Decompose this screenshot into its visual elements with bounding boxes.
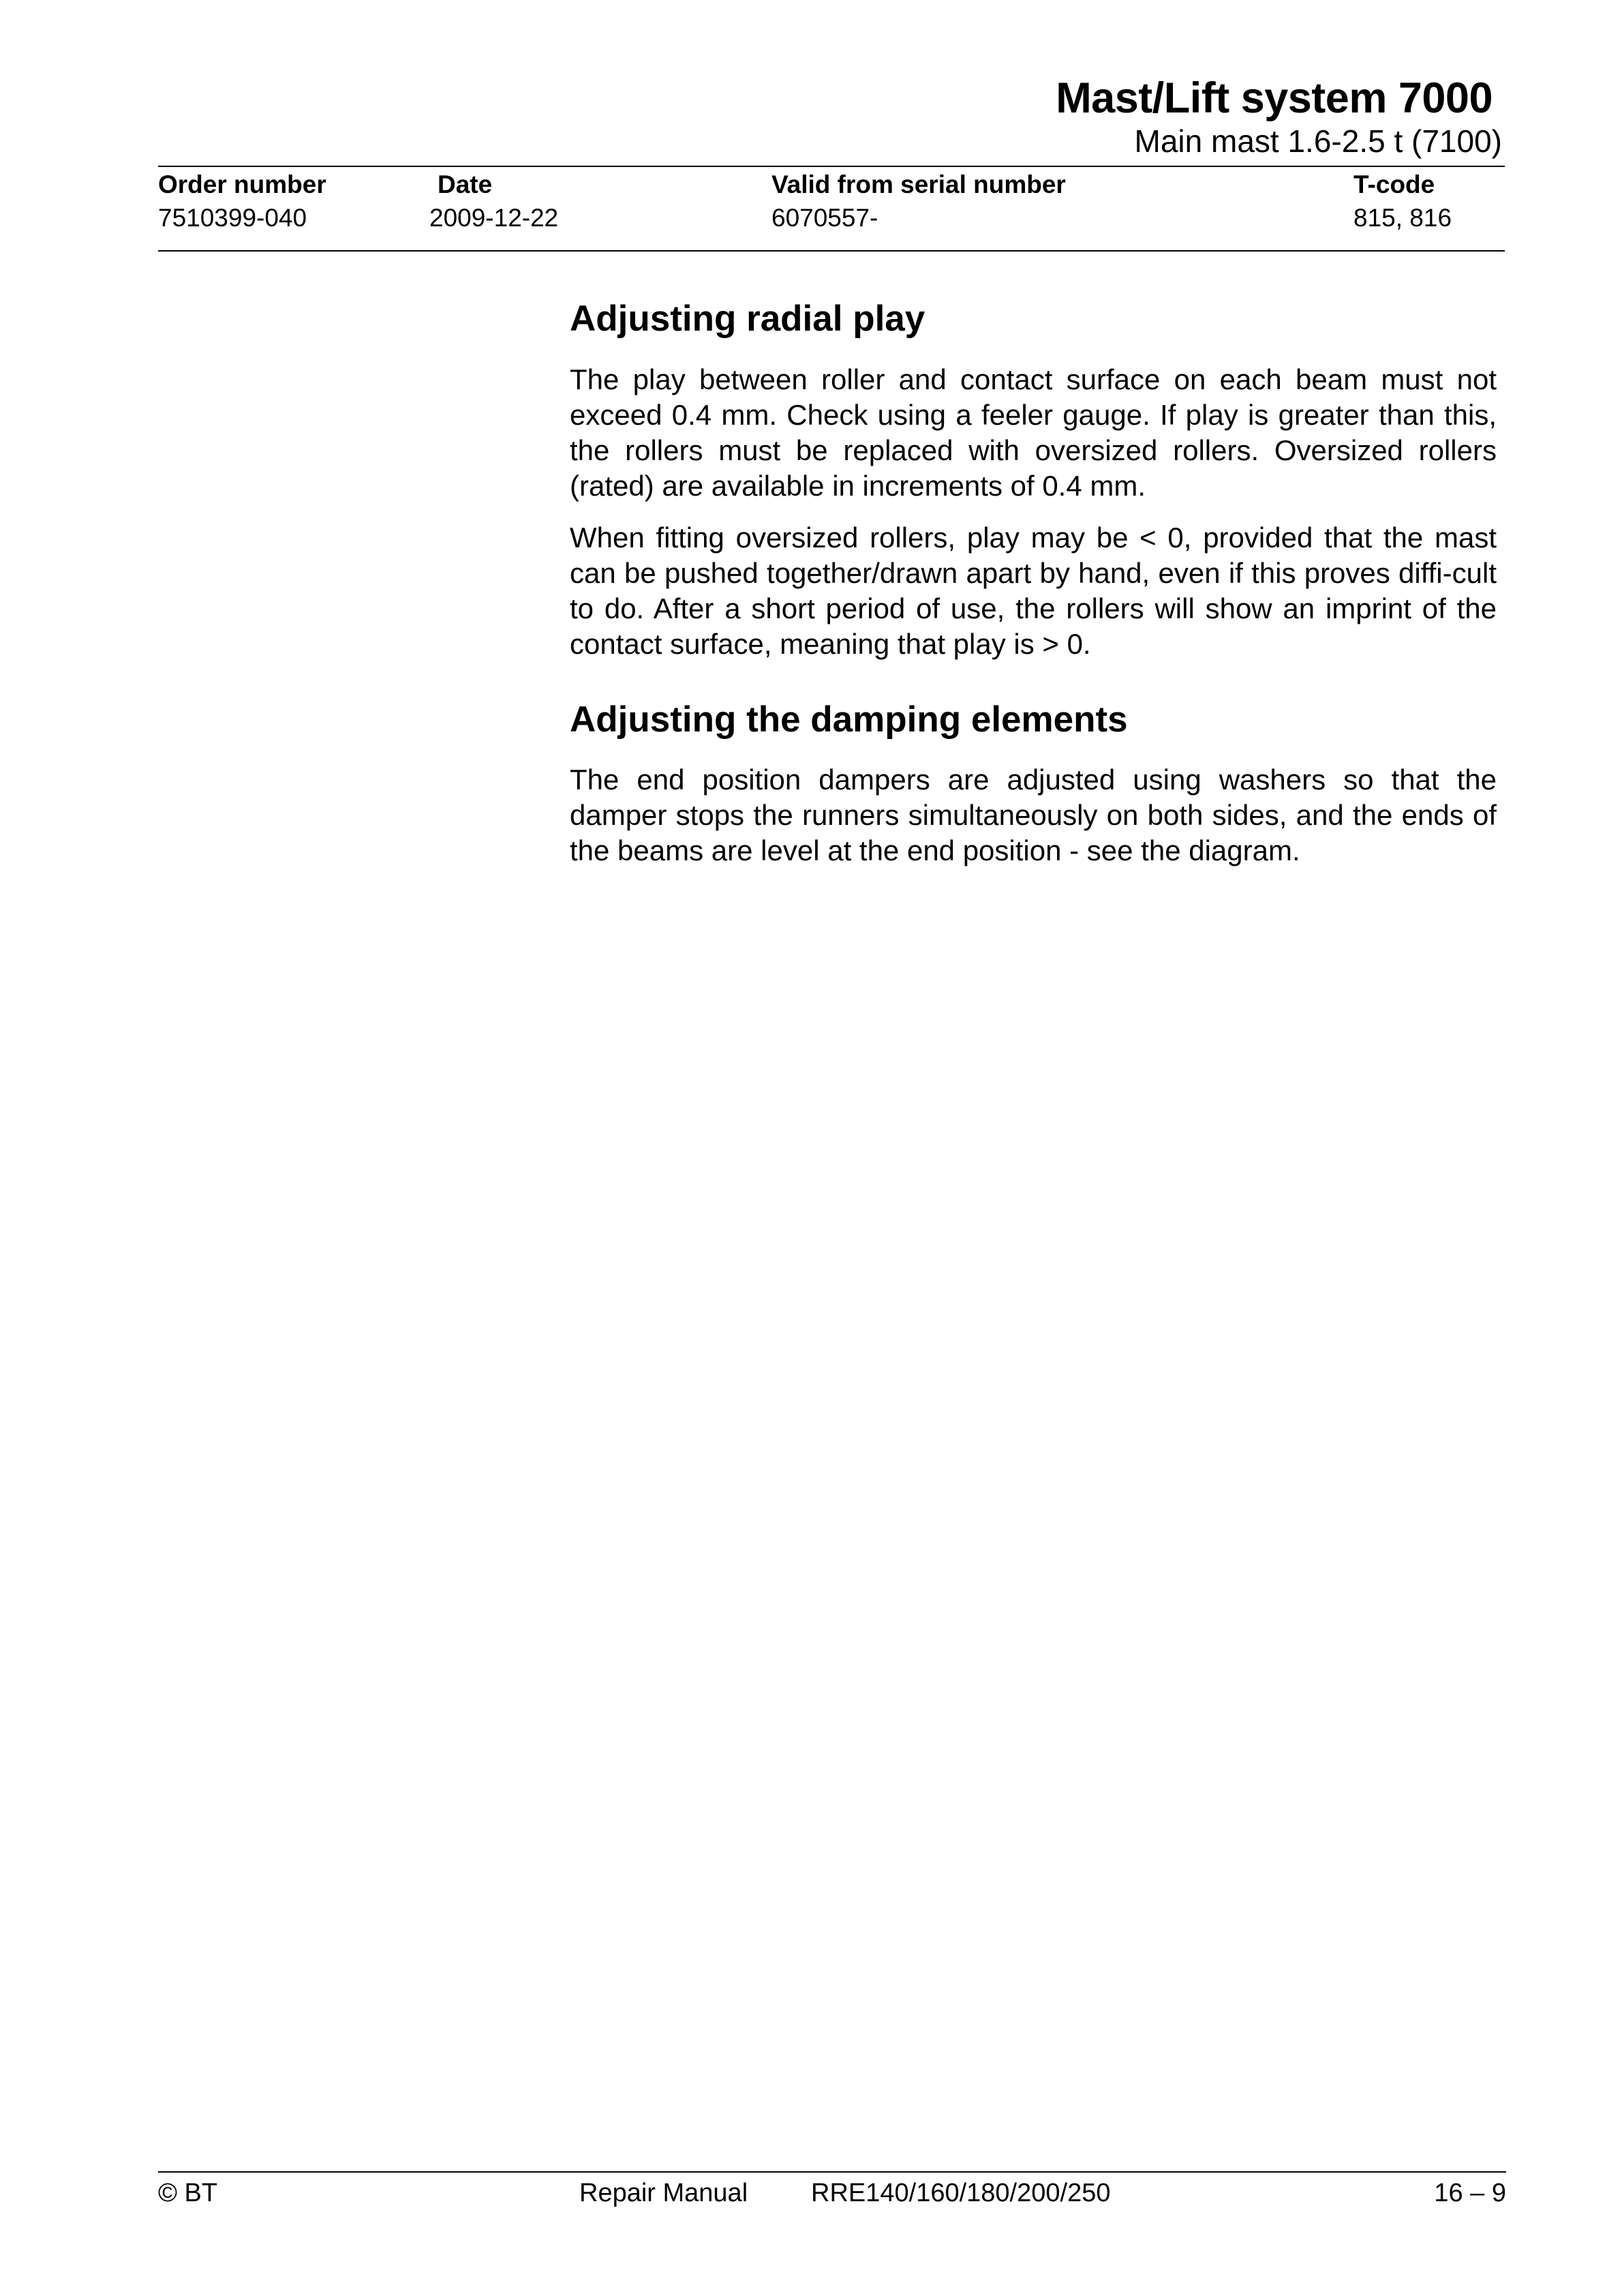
date-label: Date xyxy=(438,170,493,198)
order-number-label: Order number xyxy=(158,170,326,198)
document-title: Mast/Lift system 7000 xyxy=(1056,74,1493,122)
footer-rule xyxy=(158,2171,1506,2173)
footer-copyright: © BT xyxy=(158,2179,218,2207)
footer-page-number: 16 – 9 xyxy=(1434,2179,1506,2207)
document-subtitle: Main mast 1.6-2.5 t (7100) xyxy=(1134,123,1502,159)
footer-models: RRE140/160/180/200/250 xyxy=(811,2179,1111,2207)
t-code-label: T-code xyxy=(1353,170,1435,198)
paragraph-radial-play-1: The play between roller and contact surface on each beam must not exceed 0.4 mm. Check using a feeler gauge. If play is greater than this, the rollers must be replaced with oversized rollers. Oversized rollers (rated) are available in increments of 0.4 mm. xyxy=(570,363,1497,502)
paragraph-damping-elements-1: The end position dampers are adjusted using washers so that the damper stops the runners simultaneously on both sides, and the ends of the beams are level at the end position - see the diagram. xyxy=(570,764,1497,866)
header-top-rule xyxy=(158,166,1505,167)
t-code-value: 815, 816 xyxy=(1353,204,1452,232)
section-heading-radial-play: Adjusting radial play xyxy=(570,299,925,339)
footer-manual-title: Repair Manual xyxy=(579,2179,748,2207)
date-value: 2009-12-22 xyxy=(429,204,559,232)
valid-from-value: 6070557- xyxy=(771,204,878,232)
header-bottom-rule xyxy=(158,250,1505,252)
section-heading-damping-elements: Adjusting the damping elements xyxy=(570,699,1128,740)
valid-from-label: Valid from serial number xyxy=(771,170,1066,198)
order-number-value: 7510399-040 xyxy=(158,204,307,232)
paragraph-radial-play-2: When fitting oversized rollers, play may be < 0, provided that the mast can be pushed together/drawn apart by hand, even if this proves diffi-cult to do. After a short period of use, the rollers will show an imprint of the contact surface, meaning that play is > 0. xyxy=(570,522,1497,660)
